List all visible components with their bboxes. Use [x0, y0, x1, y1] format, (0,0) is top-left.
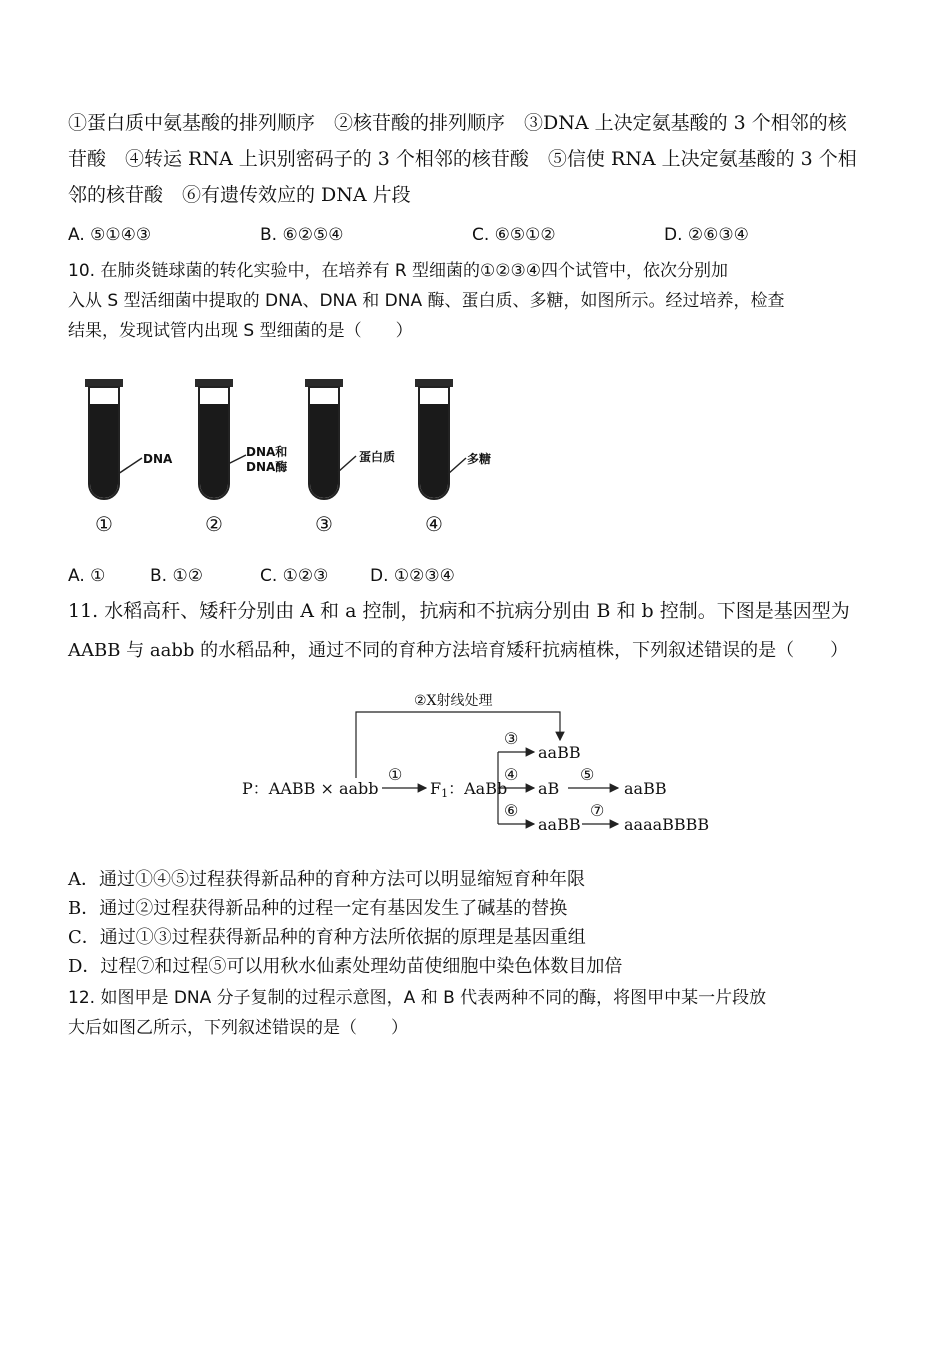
label-pointer [226, 452, 248, 468]
step-5-label: ⑤ [580, 765, 595, 784]
q9-option-c: C. ⑥⑤①② [472, 225, 556, 245]
test-tube-icon [304, 378, 344, 503]
tube-4-label: 多糖 [467, 452, 492, 466]
parent-cross: P：AABB × aabb [242, 779, 379, 798]
result-aaBB-3: aaBB [538, 815, 581, 834]
q11-text-line-2: AABB 与 aabb 的水稻品种，通过不同的育种方法培育矮秆抗病植株，下列叙述错误的是（ ） [68, 640, 849, 661]
label-pointer [336, 452, 360, 476]
q9-option-a: A. ⑤①④③ [68, 225, 152, 245]
tube-4-number: ④ [425, 512, 443, 536]
q10-text-line-1: 10. 在肺炎链球菌的转化实验中，在培养有 R 型细菌的①②③④四个试管中，依次分别加 [68, 261, 729, 281]
test-tube-1 [84, 378, 124, 503]
q10-text-line-3: 结果，发现试管内出现 S 型细菌的是（ ） [68, 321, 413, 341]
f1-generation: $F_1$：AaBb [430, 779, 508, 800]
test-tube-figure [68, 372, 528, 547]
q9-text-line-2: 苷酸 ④转运 RNA 上识别密码子的 3 个相邻的核苷酸 ⑤信使 RNA 上决定氨基酸的 3 个相 [68, 148, 857, 170]
test-tube-icon [84, 378, 124, 503]
test-tube-icon [194, 378, 234, 503]
q10-option-c: C. ①②③ [260, 566, 329, 586]
tube-3-label: 蛋白质 [359, 450, 396, 464]
q12-text-line-1: 12. 如图甲是 DNA 分子复制的过程示意图，A 和 B 代表两种不同的酶，将图甲中某一片段放 [68, 988, 767, 1008]
step-7-label: ⑦ [590, 801, 605, 820]
result-aaaaBBBB: aaaaBBBB [624, 815, 710, 834]
tube-2-label-line-2: DNA酶 [246, 460, 288, 474]
q9-text-line-3: 邻的核苷酸 ⑥有遗传效应的 DNA 片段 [68, 184, 411, 206]
q11-text-line-1: 11. 水稻高秆、矮秆分别由 A 和 a 控制，抗病和不抗病分别由 B 和 b 控制。下图是基因型为 [68, 600, 850, 622]
q9-text-line-1: ①蛋白质中氨基酸的排列顺序 ②核苷酸的排列顺序 ③DNA 上决定氨基酸的 3 个相邻的核 [68, 112, 847, 134]
step-4-label: ④ [504, 765, 519, 784]
xray-label: ②X射线处理 [414, 693, 493, 709]
q12-text-line-2: 大后如图乙所示，下列叙述错误的是（ ） [68, 1018, 408, 1038]
result-aaBB-1: aaBB [538, 743, 581, 762]
test-tube-3 [304, 378, 344, 503]
q11-option-a: A．通过①④⑤过程获得新品种的育种方法可以明显缩短育种年限 [68, 869, 585, 890]
q10-option-d: D. ①②③④ [370, 566, 455, 586]
step-1-label: ① [388, 765, 403, 784]
label-pointer [116, 452, 146, 478]
tube-1-number: ① [95, 512, 113, 536]
test-tube-icon [414, 378, 454, 503]
test-tube-4 [414, 378, 454, 503]
tube-2-label-line-1: DNA和 [246, 445, 288, 459]
q9-option-d: D. ②⑥③④ [664, 225, 749, 245]
q10-text-line-2: 入从 S 型活细菌中提取的 DNA、DNA 和 DNA 酶、蛋白质、多糖，如图所示。经过培养，检查 [68, 291, 785, 311]
q11-option-b: B．通过②过程获得新品种的过程一定有基因发生了碱基的替换 [68, 898, 568, 919]
result-aB: aB [538, 779, 560, 798]
q10-option-a: A. ① [68, 566, 106, 586]
tube-2-number: ② [205, 512, 223, 536]
tube-1-label: DNA [143, 452, 173, 466]
q11-option-d: D．过程⑦和过程⑤可以用秋水仙素处理幼苗使细胞中染色体数目加倍 [68, 956, 623, 977]
q9-option-b: B. ⑥②⑤④ [260, 225, 344, 245]
result-aaBB-2: aaBB [624, 779, 667, 798]
breeding-flow-diagram [240, 690, 720, 840]
q10-option-b: B. ①② [150, 566, 203, 586]
step-3-label: ③ [504, 729, 519, 748]
tube-3-number: ③ [315, 512, 333, 536]
step-6-label: ⑥ [504, 801, 519, 820]
test-tube-2 [194, 378, 234, 503]
q11-option-c: C．通过①③过程获得新品种的育种方法所依据的原理是基因重组 [68, 927, 586, 948]
